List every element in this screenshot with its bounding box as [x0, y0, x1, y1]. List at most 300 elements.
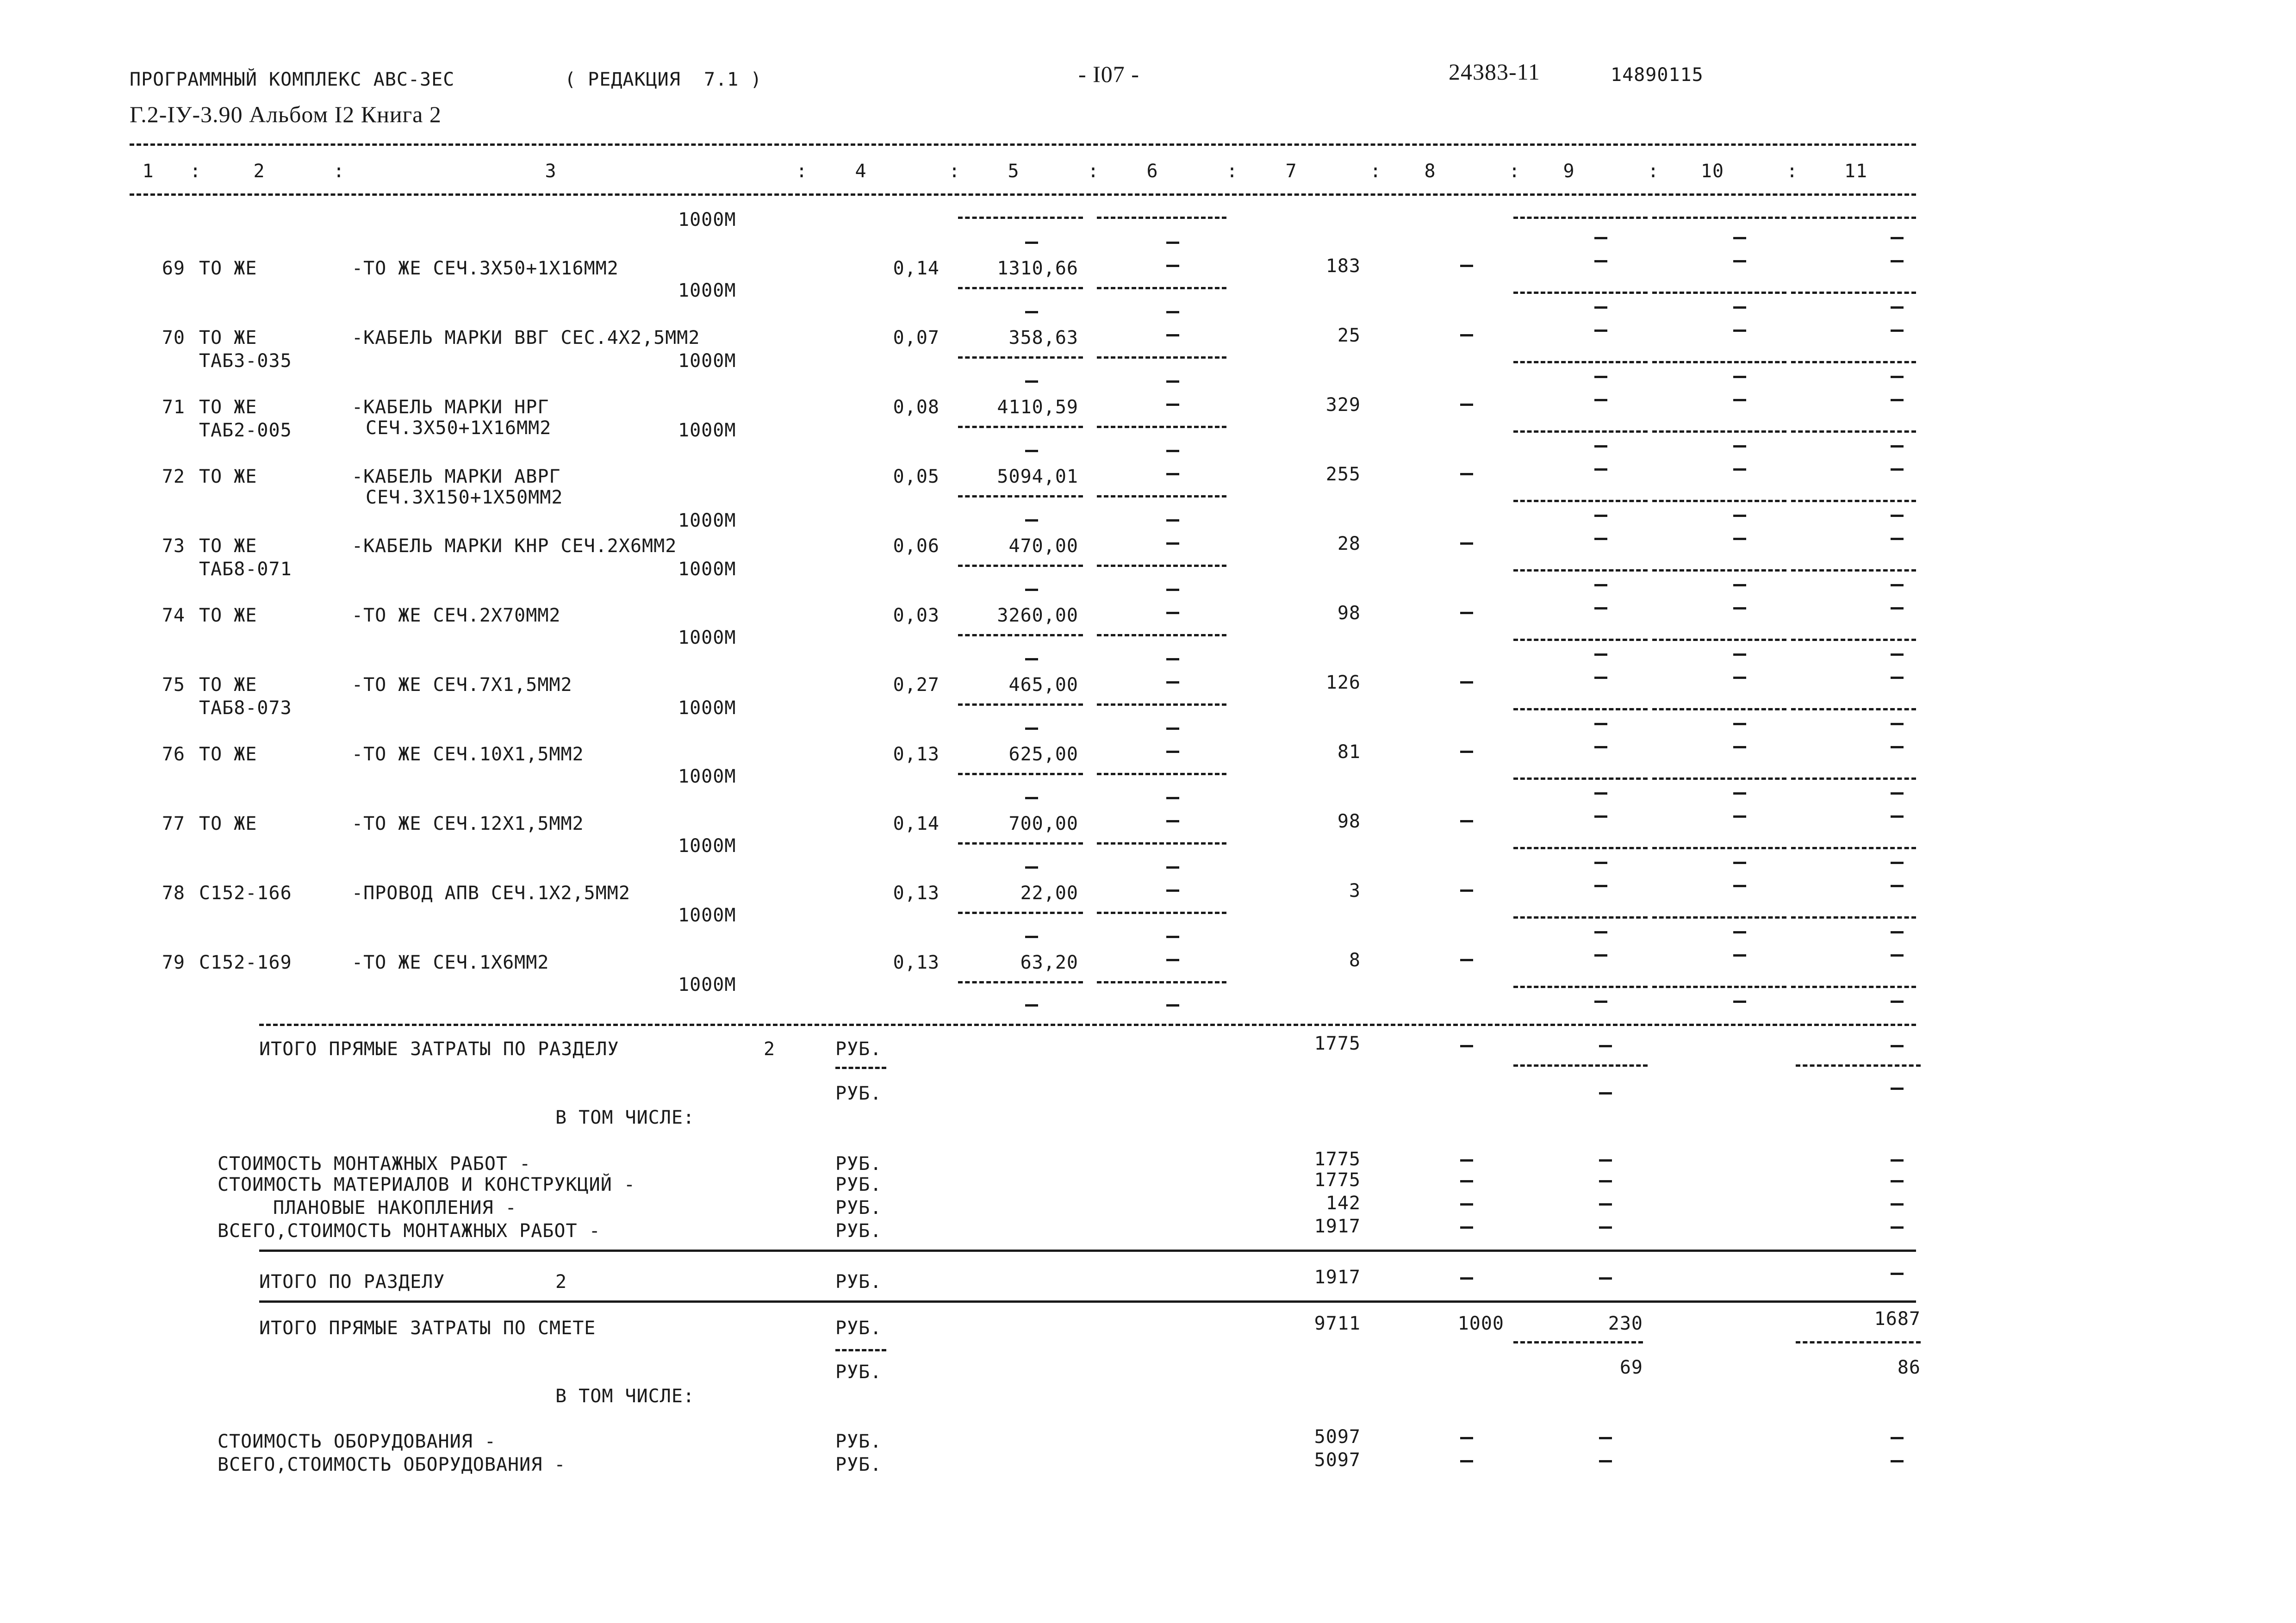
row-col7: 3 [1349, 880, 1361, 902]
col10-rule [1652, 777, 1786, 780]
col6-rule [1097, 426, 1226, 428]
col11-rule [1791, 500, 1916, 502]
col11-dash [1891, 1226, 1904, 1229]
column-header-7: 7 [1285, 161, 1297, 182]
col9-dash [1594, 815, 1607, 818]
col11-rule [1791, 430, 1916, 433]
edition-label: ( РЕДАКЦИЯ 7.1 ) [565, 69, 762, 90]
col6-dash [1166, 959, 1179, 961]
page-number: - I07 - [1078, 61, 1139, 87]
col6-dash [1166, 242, 1179, 244]
row-col5: 4110,59 [997, 397, 1078, 418]
row-number: 78 [162, 883, 185, 904]
col11-dash [1891, 468, 1904, 471]
col6-rule [1097, 634, 1226, 636]
column-header-8: 8 [1424, 161, 1436, 182]
rub-label-11: РУБ. [835, 1454, 882, 1475]
section-total-no: 2 [555, 1271, 567, 1293]
rub-underline [835, 1067, 886, 1069]
row-col4: 0,08 [893, 397, 940, 418]
col6-dash [1166, 797, 1179, 799]
row-number: 74 [162, 605, 185, 626]
row-col5: 470,00 [1008, 535, 1078, 557]
col11-rule [1791, 569, 1916, 572]
column-header-2: 2 [253, 161, 265, 182]
col10-dash [1733, 653, 1746, 656]
total-equipment-label: ВСЕГО,СТОИМОСТЬ ОБОРУДОВАНИЯ - [218, 1454, 566, 1475]
estimate-c8: 1000 [1457, 1313, 1504, 1334]
row-name: -ПРОВОД АПВ СЕЧ.1Х2,5ММ2 [352, 883, 630, 904]
col11-rule [1791, 916, 1916, 919]
col11-dash [1891, 1180, 1904, 1182]
col5-rule [958, 842, 1083, 845]
col11-dash [1891, 237, 1904, 239]
total-installation-label: ВСЕГО,СТОИМОСТЬ МОНТАЖНЫХ РАБОТ - [218, 1220, 601, 1242]
row-name: -КАБЕЛЬ МАРКИ НРГ [352, 397, 549, 418]
row-col4: 0,07 [893, 327, 940, 348]
col11-dash [1891, 792, 1904, 795]
col11-dash [1891, 723, 1904, 725]
col9-dash [1594, 584, 1607, 586]
col10-dash [1733, 237, 1746, 239]
section-total-bottom-rule [259, 1300, 1916, 1303]
col8-dash [1460, 1437, 1473, 1439]
column-header-10: 10 [1700, 161, 1724, 182]
rub-label-7: РУБ. [835, 1271, 882, 1293]
col11-dash [1891, 931, 1904, 933]
col10-dash [1733, 792, 1746, 795]
col8-dash [1460, 265, 1473, 267]
col6-dash [1166, 612, 1179, 614]
col9-dash [1594, 1001, 1607, 1003]
col9-rule [1513, 430, 1648, 433]
col6-dash [1166, 311, 1179, 313]
row-col7: 81 [1337, 741, 1361, 763]
col9-rule [1513, 986, 1648, 988]
row-col7: 255 [1325, 464, 1361, 485]
col8-dash [1460, 820, 1473, 822]
col9-dash [1594, 746, 1607, 748]
equipment-cost-label: СТОИМОСТЬ ОБОРУДОВАНИЯ - [218, 1431, 496, 1452]
col11-dash [1891, 538, 1904, 540]
col10-rule [1652, 639, 1786, 641]
col11-rule [1791, 217, 1916, 219]
col11-dash [1891, 445, 1904, 448]
col8-dash [1460, 1460, 1473, 1462]
col10-rule [1652, 569, 1786, 572]
row-code-2: ТАБ8-071 [199, 559, 292, 580]
row-code: ТО ЖЕ [199, 466, 257, 487]
col10-dash [1733, 538, 1746, 540]
column-separator: : [1088, 161, 1100, 182]
col9-rule [1513, 847, 1648, 849]
row-col5: 465,00 [1008, 674, 1078, 696]
col11-rule [1791, 847, 1916, 849]
col9-dash [1599, 1045, 1612, 1047]
row-code: ТО ЖЕ [199, 258, 257, 279]
row-col4: 0,03 [893, 605, 940, 626]
col11-dash [1891, 607, 1904, 609]
row-col7: 8 [1349, 950, 1361, 971]
rub-label-5: РУБ. [835, 1197, 882, 1219]
col10-dash [1733, 584, 1746, 586]
col8-dash [1460, 612, 1473, 614]
col8-dash [1460, 334, 1473, 336]
row-unit: 1000М [678, 350, 736, 372]
col8-dash [1460, 1203, 1473, 1206]
row-unit: 1000М [678, 559, 736, 580]
row-name: -ТО ЖЕ СЕЧ.2Х70ММ2 [352, 605, 561, 626]
col10-dash [1733, 931, 1746, 933]
equipment-cost-c7: 5097 [1314, 1426, 1361, 1448]
doc-code: 14890115 [1611, 64, 1704, 86]
col6-rule [1097, 773, 1226, 775]
estimate-sub-c11: 86 [1897, 1357, 1921, 1378]
rub-label-9: РУБ. [835, 1362, 882, 1383]
col11-dash [1891, 306, 1904, 309]
col5-rule [958, 217, 1083, 219]
col9-dash [1594, 260, 1607, 262]
row-col4: 0,05 [893, 466, 940, 487]
planned-savings-c7: 142 [1325, 1193, 1361, 1214]
row-col7: 126 [1325, 672, 1361, 693]
row-number: 69 [162, 258, 185, 279]
col5-rule [958, 287, 1083, 289]
col9-dash [1594, 792, 1607, 795]
row-code: ТО ЖЕ [199, 605, 257, 626]
col8-dash [1460, 1159, 1473, 1162]
row-code: ТО ЖЕ [199, 674, 257, 696]
col11-rule [1791, 777, 1916, 780]
row-col4: 0,14 [893, 258, 940, 279]
col11-dash [1891, 584, 1904, 586]
col11-rule [1791, 986, 1916, 988]
col6-dash [1166, 728, 1179, 730]
planned-savings-label: ПЛАНОВЫЕ НАКОПЛЕНИЯ - [273, 1197, 517, 1219]
col11-dash [1891, 1437, 1904, 1439]
row-col5: 63,20 [1020, 952, 1078, 973]
col10-rule [1652, 430, 1786, 433]
summary-top-rule [259, 1024, 1916, 1026]
row-number: 75 [162, 674, 185, 696]
col9-dash [1594, 515, 1607, 517]
col9-rule [1513, 569, 1648, 572]
row-number: 71 [162, 397, 185, 418]
estimate-c11-underline [1796, 1341, 1921, 1343]
col11-dash [1891, 1203, 1904, 1206]
col6-rule [1097, 287, 1226, 289]
header-bottom-rule [130, 193, 1916, 196]
row-name: -КАБЕЛЬ МАРКИ АВРГ [352, 466, 561, 487]
col5-rule [958, 773, 1083, 775]
section-total-c7: 1917 [1314, 1267, 1361, 1288]
row-col7: 329 [1325, 394, 1361, 416]
row-number: 70 [162, 327, 185, 348]
col9-dash [1599, 1092, 1612, 1094]
col10-rule [1652, 217, 1786, 219]
row-col4: 0,14 [893, 813, 940, 834]
column-header-3: 3 [545, 161, 557, 182]
col5-dash [1025, 380, 1038, 383]
col5-dash [1025, 866, 1038, 869]
estimate-c11: 1687 [1874, 1308, 1921, 1330]
col9-dash [1599, 1460, 1612, 1462]
rub-label-10: РУБ. [835, 1431, 882, 1452]
col5-rule [958, 981, 1083, 983]
col5-dash [1025, 589, 1038, 591]
col9-dash [1594, 376, 1607, 378]
row-code-2: ТАБ2-005 [199, 420, 292, 441]
col11-dash [1891, 954, 1904, 957]
col10-dash [1733, 954, 1746, 957]
row-col5: 3260,00 [997, 605, 1078, 626]
row-col7: 25 [1337, 325, 1361, 346]
row-code: ТО ЖЕ [199, 813, 257, 834]
col10-dash [1733, 399, 1746, 401]
row-code-2: ТАБ3-035 [199, 350, 292, 372]
col11-rule [1791, 708, 1916, 710]
doc-code-handwritten: 24383-11 [1449, 59, 1540, 85]
col10-dash [1733, 445, 1746, 448]
row-col5: 1310,66 [997, 258, 1078, 279]
col6-rule [1097, 981, 1226, 983]
col5-dash [1025, 450, 1038, 452]
row-number: 77 [162, 813, 185, 834]
col9-rule [1513, 361, 1648, 363]
installation-cost-label: СТОИМОСТЬ МОНТАЖНЫХ РАБОТ - [218, 1153, 531, 1175]
col10-dash [1733, 515, 1746, 517]
col10-dash [1733, 815, 1746, 818]
col9-dash [1599, 1277, 1612, 1280]
col11-dash [1891, 677, 1904, 679]
col10-rule [1652, 847, 1786, 849]
col11-dash [1891, 1460, 1904, 1462]
col11-dash [1891, 746, 1904, 748]
col5-dash [1025, 519, 1038, 522]
col11-dash [1891, 862, 1904, 864]
col9-dash [1599, 1203, 1612, 1206]
col11-dash [1891, 653, 1904, 656]
col6-dash [1166, 404, 1179, 406]
row-col4: 0,13 [893, 744, 940, 765]
rub-label-4: РУБ. [835, 1174, 882, 1195]
row-name-2: СЕЧ.3Х150+1Х50ММ2 [366, 487, 563, 508]
col5-dash [1025, 797, 1038, 799]
col9-dash [1594, 885, 1607, 887]
row-unit: 1000М [678, 510, 736, 531]
column-separator: : [1226, 161, 1238, 182]
row-unit: 1000М [678, 974, 736, 995]
row-code: ТО ЖЕ [199, 327, 257, 348]
section-total-label: ИТОГО ПО РАЗДЕЛУ [259, 1271, 445, 1293]
row-col5: 700,00 [1008, 813, 1078, 834]
col6-dash [1166, 265, 1179, 267]
column-header-4: 4 [855, 161, 867, 182]
col6-rule [1097, 565, 1226, 567]
col11-dash [1891, 260, 1904, 262]
including-label-2: В ТОМ ЧИСЛЕ: [555, 1386, 695, 1407]
col10-dash [1733, 306, 1746, 309]
col10-rule [1652, 500, 1786, 502]
row-code: С152-169 [199, 952, 292, 973]
row-name: -ТО ЖЕ СЕЧ.10Х1,5ММ2 [352, 744, 584, 765]
col9-dash [1594, 538, 1607, 540]
rub-label-6: РУБ. [835, 1220, 882, 1242]
row-col7: 28 [1337, 533, 1361, 554]
col11-dash [1891, 885, 1904, 887]
col6-dash [1166, 866, 1179, 869]
direct-costs-estimate-label: ИТОГО ПРЯМЫЕ ЗАТРАТЫ ПО СМЕТЕ [259, 1318, 596, 1339]
col5-rule [958, 634, 1083, 636]
col6-dash [1166, 589, 1179, 591]
row-number: 76 [162, 744, 185, 765]
installation-cost-c7: 1775 [1314, 1149, 1361, 1170]
col6-rule [1097, 495, 1226, 497]
col9-dash [1594, 306, 1607, 309]
col5-rule [958, 495, 1083, 497]
col8-dash [1460, 1180, 1473, 1182]
column-header-1: 1 [142, 161, 154, 182]
col11-dash [1891, 1273, 1904, 1275]
col8-dash [1460, 1277, 1473, 1280]
column-separator: : [949, 161, 961, 182]
row-code: ТО ЖЕ [199, 397, 257, 418]
top-unit: 1000М [678, 209, 736, 230]
row-name: -ТО ЖЕ СЕЧ.1Х6ММ2 [352, 952, 549, 973]
row-name: -КАБЕЛЬ МАРКИ КНР СЕЧ.2Х6ММ2 [352, 535, 677, 557]
col11-dash [1891, 376, 1904, 378]
column-header-11: 11 [1844, 161, 1868, 182]
col6-rule [1097, 912, 1226, 914]
materials-cost-c7: 1775 [1314, 1169, 1361, 1191]
col6-dash [1166, 473, 1179, 475]
col10-dash [1733, 376, 1746, 378]
row-col5: 358,63 [1008, 327, 1078, 348]
col8-dash [1460, 1045, 1473, 1047]
col9-dash [1594, 677, 1607, 679]
col9-rule [1513, 777, 1648, 780]
col9-dash [1594, 399, 1607, 401]
col9-rule [1513, 1064, 1648, 1067]
col9-rule [1513, 639, 1648, 641]
col8-dash [1460, 473, 1473, 475]
row-col7: 183 [1325, 255, 1361, 277]
col6-rule [1097, 842, 1226, 845]
col9-rule [1513, 292, 1648, 294]
header-top-rule [130, 143, 1916, 146]
col6-rule [1097, 217, 1226, 219]
col11-rule [1791, 361, 1916, 363]
col11-rule [1791, 639, 1916, 641]
col9-rule [1513, 500, 1648, 502]
col9-dash [1594, 468, 1607, 471]
col10-dash [1733, 723, 1746, 725]
row-unit: 1000М [678, 627, 736, 648]
col11-dash [1891, 1001, 1904, 1003]
row-number: 79 [162, 952, 185, 973]
column-separator: : [190, 161, 202, 182]
col11-dash [1891, 515, 1904, 517]
col11-dash [1891, 1159, 1904, 1162]
col8-dash [1460, 404, 1473, 406]
col5-rule [958, 565, 1083, 567]
estimate-c9: 230 [1608, 1313, 1643, 1334]
col11-dash [1891, 815, 1904, 818]
col10-rule [1652, 708, 1786, 710]
col6-rule [1097, 703, 1226, 706]
col9-dash [1594, 653, 1607, 656]
col5-dash [1025, 658, 1038, 660]
row-unit: 1000М [678, 697, 736, 719]
materials-cost-label: СТОИМОСТЬ МАТЕРИАЛОВ И КОНСТРУКЦИЙ - [218, 1174, 635, 1195]
row-col5: 5094,01 [997, 466, 1078, 487]
row-name: -КАБЕЛЬ МАРКИ ВВГ СЕС.4Х2,5ММ2 [352, 327, 700, 348]
row-name: -ТО ЖЕ СЕЧ.3Х50+1Х16ММ2 [352, 258, 619, 279]
col9-dash [1599, 1226, 1612, 1229]
total-equipment-c7: 5097 [1314, 1449, 1361, 1471]
col9-rule [1513, 916, 1648, 919]
column-header-9: 9 [1563, 161, 1575, 182]
col6-dash [1166, 1004, 1179, 1007]
col10-dash [1733, 468, 1746, 471]
col6-dash [1166, 658, 1179, 660]
col11-dash [1891, 1088, 1904, 1090]
column-separator: : [1786, 161, 1798, 182]
column-header-5: 5 [1008, 161, 1020, 182]
col8-dash [1460, 889, 1473, 892]
col10-dash [1733, 330, 1746, 332]
col9-dash [1599, 1180, 1612, 1182]
col5-dash [1025, 311, 1038, 313]
col5-rule [958, 426, 1083, 428]
row-code: ТО ЖЕ [199, 744, 257, 765]
col9-dash [1599, 1437, 1612, 1439]
rub-label-3: РУБ. [835, 1153, 882, 1175]
col9-dash [1594, 237, 1607, 239]
row-col5: 22,00 [1020, 883, 1078, 904]
col5-dash [1025, 728, 1038, 730]
row-code-2: ТАБ8-073 [199, 697, 292, 719]
rub-label-2: РУБ. [835, 1083, 882, 1104]
col10-rule [1652, 916, 1786, 919]
col5-dash [1025, 936, 1038, 938]
col5-rule [958, 703, 1083, 706]
direct-costs-section-c7: 1775 [1314, 1033, 1361, 1054]
col10-dash [1733, 1001, 1746, 1003]
column-separator: : [333, 161, 345, 182]
col6-dash [1166, 889, 1179, 892]
rub-label-8: РУБ. [835, 1318, 882, 1339]
row-col4: 0,13 [893, 952, 940, 973]
col6-dash [1166, 542, 1179, 545]
row-unit: 1000М [678, 420, 736, 441]
column-separator: : [1648, 161, 1660, 182]
col10-rule [1652, 292, 1786, 294]
col11-dash [1891, 330, 1904, 332]
row-col7: 98 [1337, 603, 1361, 624]
col11-dash [1891, 399, 1904, 401]
estimate-c7: 9711 [1314, 1313, 1361, 1334]
col6-rule [1097, 356, 1226, 359]
col6-dash [1166, 820, 1179, 822]
col10-rule [1652, 361, 1786, 363]
row-name: -ТО ЖЕ СЕЧ.7Х1,5ММ2 [352, 674, 572, 696]
including-label-1: В ТОМ ЧИСЛЕ: [555, 1107, 695, 1128]
album-title: Г.2-IУ-3.90 Альбом I2 Книга 2 [130, 101, 442, 127]
col9-dash [1594, 954, 1607, 957]
col9-dash [1594, 862, 1607, 864]
rub-underline-2 [835, 1349, 886, 1351]
